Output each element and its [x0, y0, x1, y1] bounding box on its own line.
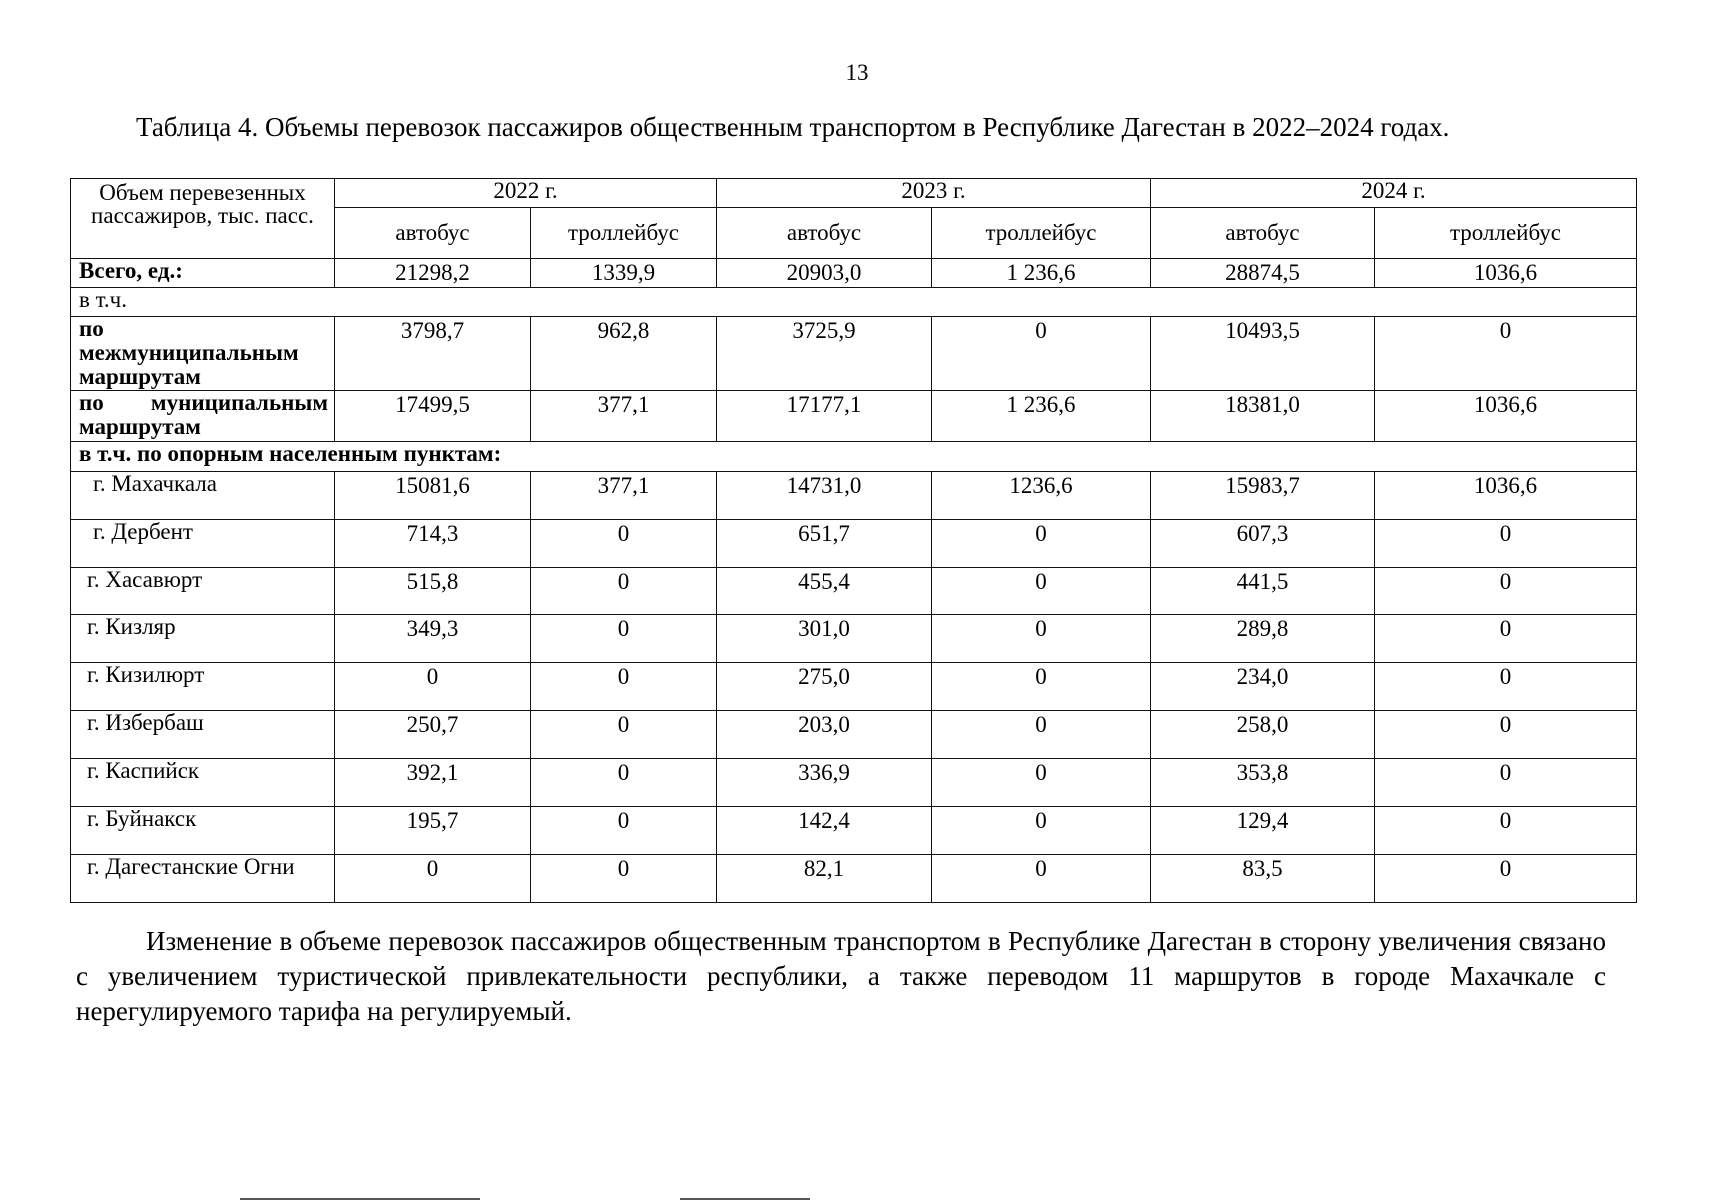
- cell: 0: [932, 519, 1151, 567]
- table-row: [71, 807, 1637, 855]
- cell: 0: [932, 615, 1151, 663]
- cell: 336,9: [717, 759, 932, 807]
- cell: 0: [531, 567, 717, 615]
- table-row: [71, 258, 1637, 288]
- column-header: автобус: [335, 207, 531, 258]
- passenger-table: [70, 178, 1637, 903]
- cell: 0: [1375, 615, 1637, 663]
- table-row: [71, 391, 1637, 442]
- cell: 0: [531, 615, 717, 663]
- city-label: г. Дагестанские Огни: [71, 855, 335, 903]
- column-header: троллейбус: [1375, 207, 1637, 258]
- note-text: Изменение в объеме перевозок пассажиров общественным транспортом в Республике Дагестан в сторону увеличения связано с увеличением туристической привлекательности республики, а также переводом 11 маршрутов в городе Махачкале с нерегулируемого тарифа на регулируемый.: [76, 926, 1606, 1026]
- cell: 0: [1375, 663, 1637, 711]
- cell: 82,1: [717, 855, 932, 903]
- table-row: [71, 316, 1637, 390]
- table-row: [71, 663, 1637, 711]
- column-header: автобус: [717, 207, 932, 258]
- cell: 258,0: [1151, 711, 1375, 759]
- cell: 15081,6: [335, 471, 531, 519]
- city-label: г. Буйнакск: [71, 807, 335, 855]
- cell: 0: [932, 316, 1151, 390]
- cell: 83,5: [1151, 855, 1375, 903]
- cell: 20903,0: [717, 258, 932, 288]
- incl-label: в т.ч.: [71, 288, 1637, 317]
- cell: 0: [932, 759, 1151, 807]
- cell: 0: [531, 711, 717, 759]
- cell: 0: [1375, 855, 1637, 903]
- year-header: 2023 г.: [717, 179, 1151, 208]
- cell: 607,3: [1151, 519, 1375, 567]
- city-label: г. Избербаш: [71, 711, 335, 759]
- cell: 3798,7: [335, 316, 531, 390]
- cell: 250,7: [335, 711, 531, 759]
- cell: 349,3: [335, 615, 531, 663]
- table-row: [71, 442, 1637, 472]
- cell: 515,8: [335, 567, 531, 615]
- row-label: по муниципальным маршрутам: [71, 391, 335, 442]
- cell: 289,8: [1151, 615, 1375, 663]
- city-label: г. Кизляр: [71, 615, 335, 663]
- cell: 0: [1375, 711, 1637, 759]
- cell: 377,1: [531, 391, 717, 442]
- cell: 275,0: [717, 663, 932, 711]
- cell: 0: [531, 663, 717, 711]
- cell: 18381,0: [1151, 391, 1375, 442]
- cell: 1 236,6: [932, 258, 1151, 288]
- cell: 455,4: [717, 567, 932, 615]
- cell: 1036,6: [1375, 471, 1637, 519]
- cell: 3725,9: [717, 316, 932, 390]
- column-header: троллейбус: [531, 207, 717, 258]
- cell: 0: [531, 759, 717, 807]
- cell: 1036,6: [1375, 258, 1637, 288]
- cell: 353,8: [1151, 759, 1375, 807]
- cell: 0: [932, 663, 1151, 711]
- page-number: 13: [845, 60, 869, 85]
- cell: 203,0: [717, 711, 932, 759]
- cell: 142,4: [717, 807, 932, 855]
- cell: 28874,5: [1151, 258, 1375, 288]
- year-header: 2024 г.: [1151, 179, 1637, 208]
- cell: 0: [1375, 316, 1637, 390]
- table-row: [71, 855, 1637, 903]
- cell: 0: [335, 855, 531, 903]
- cell: 0: [1375, 759, 1637, 807]
- cell: 17499,5: [335, 391, 531, 442]
- cell: 195,7: [335, 807, 531, 855]
- note-paragraph: [76, 924, 1606, 1029]
- cell: 301,0: [717, 615, 932, 663]
- cell: 21298,2: [335, 258, 531, 288]
- cell: 0: [1375, 519, 1637, 567]
- cell: 0: [531, 807, 717, 855]
- row-label: по межмуниципальным маршрутам: [71, 316, 335, 390]
- table-row: [71, 519, 1637, 567]
- city-label: г. Дербент: [71, 519, 335, 567]
- cell: 0: [932, 855, 1151, 903]
- column-header: троллейбус: [932, 207, 1151, 258]
- cell: 129,4: [1151, 807, 1375, 855]
- support-label: в т.ч. по опорным населенным пунктам:: [71, 442, 1637, 472]
- city-label: г. Хасавюрт: [71, 567, 335, 615]
- header-label: Объем перевезенных пассажиров, тыс. пасс.: [71, 179, 335, 259]
- table-row: [71, 615, 1637, 663]
- cell: 0: [1375, 807, 1637, 855]
- city-label: г. Махачкала: [71, 471, 335, 519]
- table-row: [71, 288, 1637, 317]
- city-label: г. Кизилюрт: [71, 663, 335, 711]
- cell: 0: [1375, 567, 1637, 615]
- cell: 17177,1: [717, 391, 932, 442]
- cell: 234,0: [1151, 663, 1375, 711]
- cell: 714,3: [335, 519, 531, 567]
- year-header: 2022 г.: [335, 179, 717, 208]
- table-row: [71, 759, 1637, 807]
- table-row: [71, 711, 1637, 759]
- cell: 0: [932, 711, 1151, 759]
- cell: 0: [335, 663, 531, 711]
- cell: 0: [531, 855, 717, 903]
- cell: 1 236,6: [932, 391, 1151, 442]
- cell: 0: [531, 519, 717, 567]
- city-label: г. Каспийск: [71, 759, 335, 807]
- table-title: Таблица 4. Объемы перевозок пассажиров общественным транспортом в Республике Дагестан в 2022–2024 годах.: [136, 112, 1450, 142]
- cell: 1036,6: [1375, 391, 1637, 442]
- cell: 1236,6: [932, 471, 1151, 519]
- table-row: [71, 567, 1637, 615]
- cell: 441,5: [1151, 567, 1375, 615]
- cell: 392,1: [335, 759, 531, 807]
- cell: 962,8: [531, 316, 717, 390]
- cell: 0: [932, 567, 1151, 615]
- cell: 15983,7: [1151, 471, 1375, 519]
- cell: 10493,5: [1151, 316, 1375, 390]
- cell: 651,7: [717, 519, 932, 567]
- column-header: автобус: [1151, 207, 1375, 258]
- row-label: Всего, ед.:: [71, 258, 335, 288]
- cell: 0: [932, 807, 1151, 855]
- cell: 1339,9: [531, 258, 717, 288]
- table-row: [71, 471, 1637, 519]
- cell: 14731,0: [717, 471, 932, 519]
- cell: 377,1: [531, 471, 717, 519]
